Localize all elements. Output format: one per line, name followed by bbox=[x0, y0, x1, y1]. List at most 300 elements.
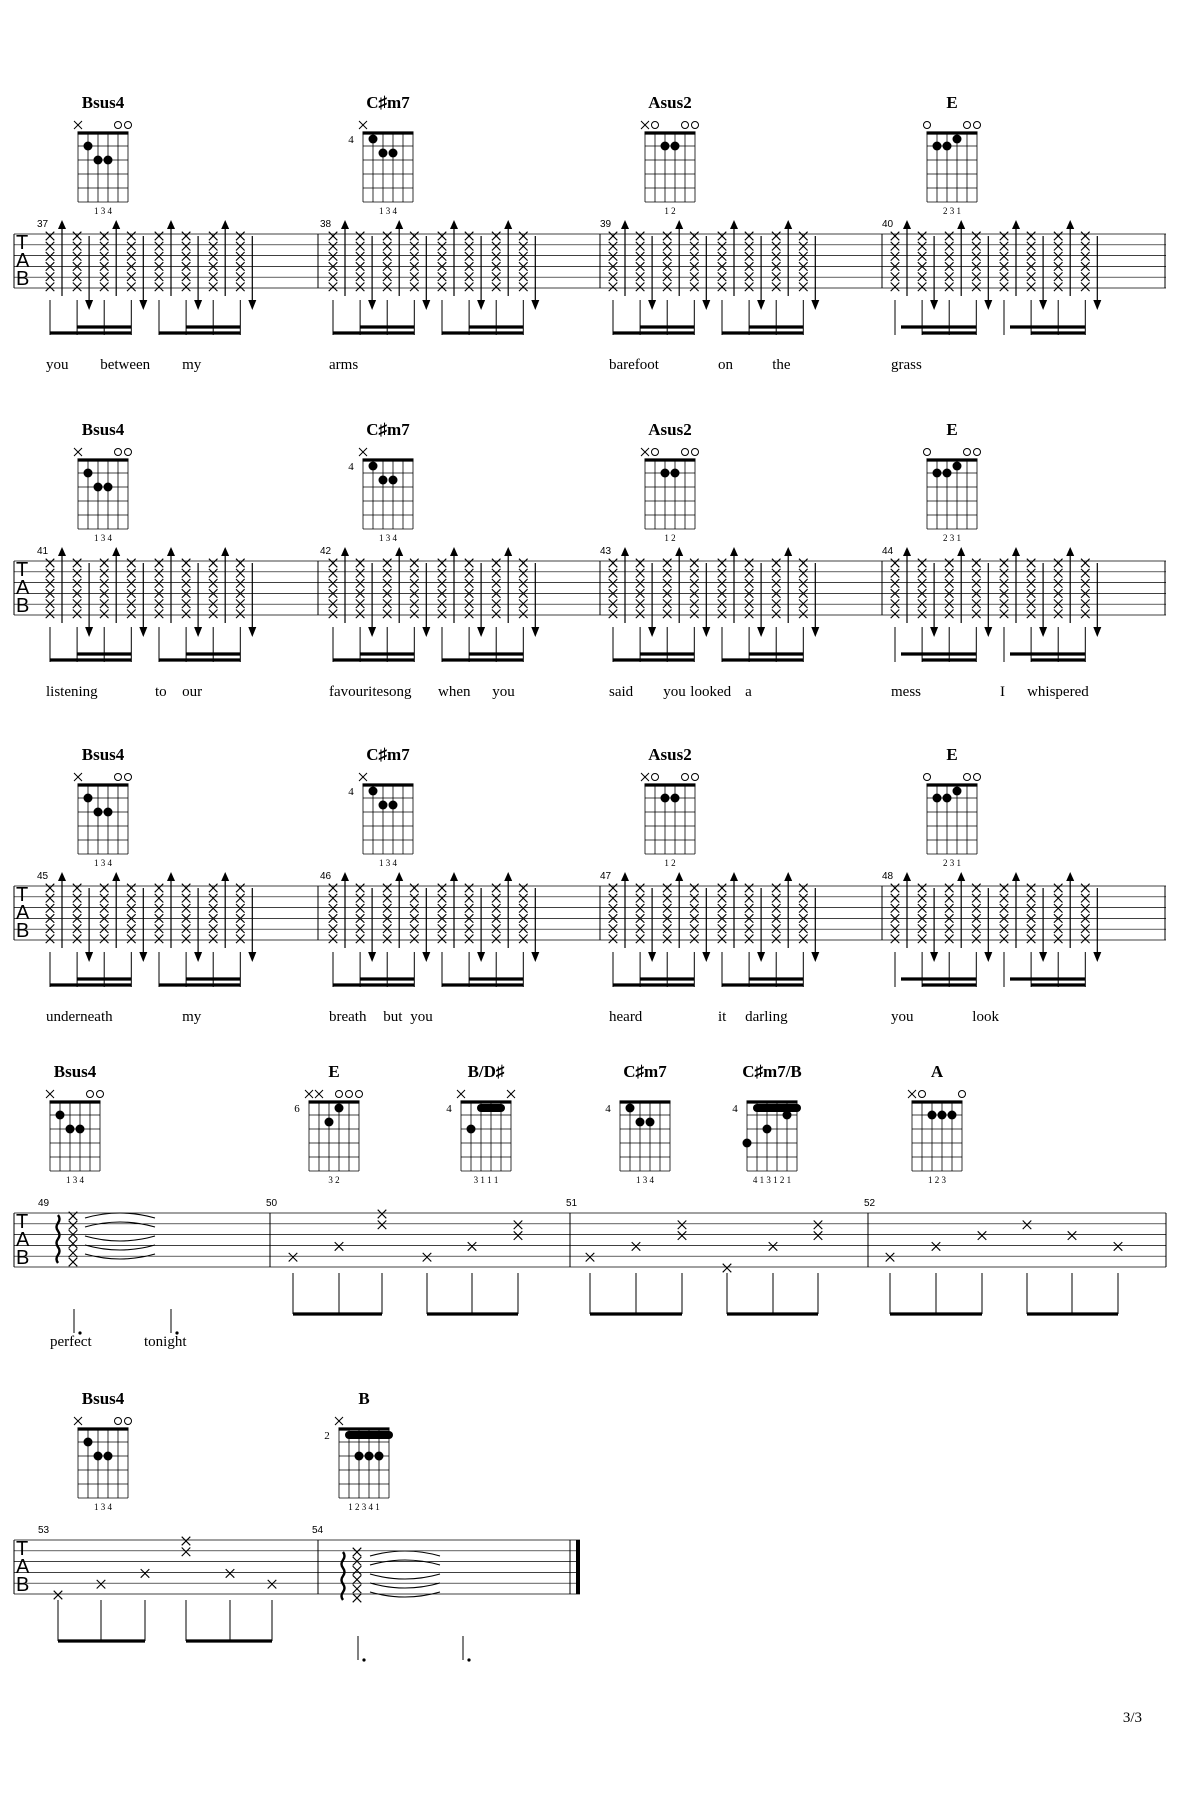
x-note bbox=[636, 579, 645, 588]
tie bbox=[85, 1213, 155, 1218]
x-note bbox=[718, 599, 727, 608]
arrow-head bbox=[85, 952, 93, 962]
finger-dot bbox=[94, 483, 103, 492]
open-string-mark bbox=[652, 122, 659, 129]
arrow-head bbox=[621, 220, 629, 229]
arrow-head bbox=[85, 627, 93, 637]
finger-dot bbox=[104, 808, 113, 817]
arrow-head bbox=[675, 547, 683, 556]
x-note bbox=[891, 559, 900, 568]
x-note bbox=[100, 884, 109, 893]
x-note bbox=[438, 904, 447, 913]
x-note bbox=[772, 610, 781, 619]
x-note bbox=[46, 252, 55, 261]
x-note bbox=[1000, 569, 1009, 578]
x-note bbox=[718, 884, 727, 893]
x-note bbox=[100, 599, 109, 608]
x-note bbox=[356, 894, 365, 903]
x-note bbox=[209, 904, 218, 913]
x-note bbox=[799, 924, 808, 933]
x-note bbox=[799, 599, 808, 608]
x-note bbox=[492, 904, 501, 913]
x-note bbox=[636, 935, 645, 944]
tie bbox=[85, 1222, 155, 1227]
x-note bbox=[236, 579, 245, 588]
x-note bbox=[609, 579, 618, 588]
fret-number: 4 bbox=[446, 1103, 452, 1115]
x-note bbox=[663, 924, 672, 933]
x-note bbox=[141, 1569, 150, 1578]
x-note bbox=[945, 232, 954, 241]
x-note bbox=[772, 272, 781, 281]
chord-name: B/D♯ bbox=[467, 1062, 505, 1081]
finger-dot bbox=[84, 794, 93, 803]
x-note bbox=[918, 599, 927, 608]
x-note bbox=[609, 559, 618, 568]
chord-diagram bbox=[924, 745, 981, 868]
x-note bbox=[356, 599, 365, 608]
x-note bbox=[356, 559, 365, 568]
chord-diagram bbox=[908, 1062, 966, 1185]
chord-diagram bbox=[924, 420, 981, 543]
x-note bbox=[519, 904, 528, 913]
x-note bbox=[356, 904, 365, 913]
x-note bbox=[1081, 559, 1090, 568]
x-note bbox=[772, 894, 781, 903]
arrow-head bbox=[58, 220, 66, 229]
x-note bbox=[663, 232, 672, 241]
arrow-head bbox=[1093, 952, 1101, 962]
x-note bbox=[799, 559, 808, 568]
x-note bbox=[410, 272, 419, 281]
x-note bbox=[155, 924, 164, 933]
x-note bbox=[1027, 610, 1036, 619]
x-note bbox=[73, 894, 82, 903]
open-string-mark bbox=[336, 1091, 343, 1098]
x-note bbox=[519, 272, 528, 281]
x-note bbox=[492, 894, 501, 903]
finger-numbers: 1 2 3 4 1 bbox=[348, 1502, 380, 1512]
arrow-head bbox=[504, 220, 512, 229]
x-note bbox=[772, 232, 781, 241]
arrow-head bbox=[1066, 547, 1074, 556]
x-note bbox=[73, 252, 82, 261]
finger-dot bbox=[66, 1125, 75, 1134]
x-note bbox=[1081, 894, 1090, 903]
x-note bbox=[155, 242, 164, 251]
x-note bbox=[329, 569, 338, 578]
x-note bbox=[519, 242, 528, 251]
x-note bbox=[100, 232, 109, 241]
x-note bbox=[663, 884, 672, 893]
finger-numbers: 1 3 4 bbox=[379, 206, 397, 216]
x-note bbox=[690, 935, 699, 944]
finger-dot bbox=[671, 142, 680, 151]
x-note bbox=[46, 884, 55, 893]
x-note bbox=[1027, 884, 1036, 893]
x-note bbox=[438, 559, 447, 568]
dot bbox=[467, 1658, 470, 1661]
finger-dot bbox=[94, 808, 103, 817]
finger-dot bbox=[94, 156, 103, 165]
x-note bbox=[918, 884, 927, 893]
chord-diagram bbox=[348, 745, 413, 868]
arrow-head bbox=[621, 547, 629, 556]
arrow-head bbox=[730, 872, 738, 881]
arrow-head bbox=[930, 300, 938, 310]
x-note bbox=[423, 1253, 432, 1262]
x-note bbox=[799, 272, 808, 281]
x-note bbox=[918, 559, 927, 568]
x-note bbox=[289, 1253, 298, 1262]
open-string-mark bbox=[959, 1091, 966, 1098]
x-note bbox=[945, 884, 954, 893]
x-note bbox=[73, 232, 82, 241]
x-note bbox=[609, 610, 618, 619]
arrow-head bbox=[957, 220, 965, 229]
finger-dot bbox=[948, 1111, 957, 1120]
lyric-word: my bbox=[182, 357, 202, 373]
finger-dot bbox=[84, 142, 93, 151]
fret-number: 4 bbox=[348, 134, 354, 146]
x-note bbox=[209, 272, 218, 281]
x-note bbox=[745, 935, 754, 944]
finger-dot bbox=[933, 794, 942, 803]
x-note bbox=[127, 884, 136, 893]
finger-numbers: 1 3 4 bbox=[94, 1502, 112, 1512]
x-note bbox=[519, 252, 528, 261]
x-note bbox=[182, 569, 191, 578]
x-note bbox=[972, 569, 981, 578]
x-note bbox=[236, 599, 245, 608]
x-note bbox=[46, 599, 55, 608]
x-note bbox=[918, 610, 927, 619]
open-string-mark bbox=[652, 774, 659, 781]
tie bbox=[85, 1236, 155, 1241]
x-note bbox=[609, 272, 618, 281]
arrow-head bbox=[58, 872, 66, 881]
x-note bbox=[1000, 252, 1009, 261]
x-note bbox=[1027, 283, 1036, 292]
x-note bbox=[438, 894, 447, 903]
chord-diagram bbox=[74, 1389, 132, 1512]
x-note bbox=[329, 884, 338, 893]
x-note bbox=[100, 579, 109, 588]
x-note bbox=[438, 569, 447, 578]
arrow-head bbox=[248, 300, 256, 310]
lyric-word: you bbox=[492, 684, 515, 700]
x-note bbox=[69, 1239, 78, 1248]
arrow-head bbox=[194, 952, 202, 962]
lyric-word: arms bbox=[329, 357, 359, 373]
chord-diagram bbox=[641, 93, 699, 216]
x-note bbox=[772, 569, 781, 578]
x-note bbox=[718, 904, 727, 913]
x-note bbox=[1027, 569, 1036, 578]
chord-diagram bbox=[605, 1062, 670, 1185]
x-note bbox=[1027, 559, 1036, 568]
page-number: 3/3 bbox=[1122, 1710, 1142, 1726]
x-note bbox=[799, 904, 808, 913]
x-note bbox=[46, 242, 55, 251]
x-note bbox=[918, 579, 927, 588]
x-note bbox=[745, 884, 754, 893]
x-note bbox=[46, 924, 55, 933]
x-note bbox=[663, 904, 672, 913]
x-note bbox=[356, 884, 365, 893]
measure-number: 47 bbox=[600, 871, 612, 882]
tab-clef-b: B bbox=[16, 920, 30, 942]
x-note bbox=[127, 904, 136, 913]
open-string-mark bbox=[125, 122, 132, 129]
x-note bbox=[100, 283, 109, 292]
x-note bbox=[519, 283, 528, 292]
x-note bbox=[972, 904, 981, 913]
open-string-mark bbox=[924, 774, 931, 781]
x-note bbox=[799, 935, 808, 944]
tab-clef-a: A bbox=[16, 1556, 30, 1578]
arrow-head bbox=[984, 300, 992, 310]
x-note bbox=[127, 935, 136, 944]
x-note bbox=[155, 272, 164, 281]
x-note bbox=[383, 894, 392, 903]
x-note bbox=[492, 924, 501, 933]
x-note bbox=[814, 1221, 823, 1230]
x-note bbox=[1054, 599, 1063, 608]
x-note bbox=[465, 599, 474, 608]
finger-dot bbox=[636, 1118, 645, 1127]
finger-dot bbox=[743, 1139, 752, 1148]
x-note bbox=[945, 569, 954, 578]
x-note bbox=[799, 252, 808, 261]
lyric-word: between bbox=[100, 357, 151, 373]
arrow-head bbox=[675, 872, 683, 881]
finger-numbers: 1 3 4 bbox=[636, 1175, 654, 1185]
x-note bbox=[1054, 232, 1063, 241]
chord-name: C♯m7/B bbox=[742, 1062, 802, 1081]
lyric-word: perfect bbox=[50, 1334, 92, 1350]
x-note bbox=[772, 904, 781, 913]
chord-diagram bbox=[324, 1389, 393, 1512]
arrow-head bbox=[139, 627, 147, 637]
x-note bbox=[69, 1258, 78, 1267]
x-note bbox=[514, 1231, 523, 1240]
x-note bbox=[127, 242, 136, 251]
x-note bbox=[100, 569, 109, 578]
chord-name: E bbox=[328, 1062, 340, 1081]
x-note bbox=[636, 252, 645, 261]
open-string-mark bbox=[652, 449, 659, 456]
x-note bbox=[492, 232, 501, 241]
x-note bbox=[356, 924, 365, 933]
x-note bbox=[690, 610, 699, 619]
arpeggio-system bbox=[14, 1198, 1166, 1350]
tab-clef-a: A bbox=[16, 902, 30, 924]
open-string-mark bbox=[692, 122, 699, 129]
x-note bbox=[329, 599, 338, 608]
x-note bbox=[945, 283, 954, 292]
finger-dot bbox=[369, 135, 378, 144]
x-note bbox=[663, 272, 672, 281]
finger-numbers: 1 3 4 bbox=[379, 533, 397, 543]
arpeggio-squiggle bbox=[57, 1215, 60, 1263]
x-note bbox=[690, 272, 699, 281]
x-note bbox=[663, 894, 672, 903]
x-note bbox=[718, 935, 727, 944]
x-note bbox=[1054, 242, 1063, 251]
measure-number: 48 bbox=[882, 871, 894, 882]
x-note bbox=[410, 252, 419, 261]
open-string-mark bbox=[974, 449, 981, 456]
x-note bbox=[609, 599, 618, 608]
x-note bbox=[209, 935, 218, 944]
fret-number: 2 bbox=[324, 1430, 330, 1442]
arrow-head bbox=[930, 627, 938, 637]
x-note bbox=[636, 904, 645, 913]
x-note bbox=[1081, 569, 1090, 578]
x-note bbox=[410, 894, 419, 903]
x-note bbox=[690, 599, 699, 608]
x-note bbox=[1054, 559, 1063, 568]
x-note bbox=[182, 232, 191, 241]
x-note bbox=[410, 924, 419, 933]
chord-name: Asus2 bbox=[648, 745, 692, 764]
x-note bbox=[383, 935, 392, 944]
x-note bbox=[636, 569, 645, 578]
x-note bbox=[636, 272, 645, 281]
x-note bbox=[972, 599, 981, 608]
x-note bbox=[46, 904, 55, 913]
chord-name: Bsus4 bbox=[81, 1389, 125, 1408]
finger-dot bbox=[84, 1438, 93, 1447]
x-note bbox=[1000, 935, 1009, 944]
x-note bbox=[182, 1537, 191, 1546]
x-note bbox=[1000, 559, 1009, 568]
x-note bbox=[1068, 1231, 1077, 1240]
arrow-head bbox=[903, 872, 911, 881]
measure-number: 41 bbox=[37, 546, 49, 557]
x-note bbox=[945, 242, 954, 251]
x-note bbox=[745, 283, 754, 292]
x-note bbox=[236, 935, 245, 944]
fret-number: 4 bbox=[732, 1103, 738, 1115]
x-note bbox=[972, 579, 981, 588]
arrow-head bbox=[531, 300, 539, 310]
lyric-word: listening bbox=[46, 684, 98, 700]
finger-numbers: 1 3 4 bbox=[379, 858, 397, 868]
arrow-head bbox=[221, 547, 229, 556]
measure-number: 46 bbox=[320, 871, 332, 882]
tab-clef-a: A bbox=[16, 250, 30, 272]
arrow-head bbox=[784, 547, 792, 556]
x-note bbox=[745, 894, 754, 903]
x-note bbox=[383, 272, 392, 281]
x-note bbox=[383, 884, 392, 893]
x-note bbox=[236, 904, 245, 913]
measure-number: 54 bbox=[312, 1525, 324, 1536]
x-note bbox=[1114, 1242, 1123, 1251]
x-note bbox=[236, 894, 245, 903]
arrow-head bbox=[757, 627, 765, 637]
finger-dot bbox=[355, 1452, 364, 1461]
x-note bbox=[945, 599, 954, 608]
x-note bbox=[73, 559, 82, 568]
x-note bbox=[1081, 924, 1090, 933]
x-note bbox=[73, 242, 82, 251]
open-string-mark bbox=[356, 1091, 363, 1098]
x-note bbox=[209, 559, 218, 568]
arrow-head bbox=[648, 627, 656, 637]
lyric-word: but bbox=[383, 1009, 403, 1025]
lyric-word: look bbox=[972, 1009, 999, 1025]
measure-number: 42 bbox=[320, 546, 332, 557]
x-note bbox=[690, 924, 699, 933]
arrow-head bbox=[702, 627, 710, 637]
x-note bbox=[127, 272, 136, 281]
x-note bbox=[1054, 610, 1063, 619]
lyric-word: tonight bbox=[144, 1334, 187, 1350]
x-note bbox=[745, 232, 754, 241]
x-note bbox=[609, 894, 618, 903]
x-note bbox=[918, 232, 927, 241]
finger-dot bbox=[84, 469, 93, 478]
x-note bbox=[945, 559, 954, 568]
fret-number: 6 bbox=[294, 1103, 300, 1115]
open-string-mark bbox=[964, 774, 971, 781]
x-note bbox=[609, 884, 618, 893]
x-note bbox=[772, 924, 781, 933]
x-note bbox=[663, 283, 672, 292]
x-note bbox=[329, 272, 338, 281]
open-string-mark bbox=[682, 449, 689, 456]
x-note bbox=[690, 283, 699, 292]
x-note bbox=[886, 1253, 895, 1262]
x-note bbox=[1000, 242, 1009, 251]
x-note bbox=[329, 242, 338, 251]
lyric-word: you bbox=[410, 1009, 433, 1025]
arrow-head bbox=[730, 547, 738, 556]
x-note bbox=[918, 283, 927, 292]
x-note bbox=[519, 884, 528, 893]
measure-number: 51 bbox=[566, 1198, 578, 1209]
x-note bbox=[772, 884, 781, 893]
x-note bbox=[209, 579, 218, 588]
x-note bbox=[945, 252, 954, 261]
x-note bbox=[465, 272, 474, 281]
finger-numbers: 3 2 bbox=[328, 1175, 340, 1185]
x-note bbox=[745, 559, 754, 568]
x-note bbox=[636, 283, 645, 292]
tab-clef-b: B bbox=[16, 1574, 30, 1596]
x-note bbox=[182, 924, 191, 933]
x-note bbox=[356, 242, 365, 251]
x-note bbox=[745, 599, 754, 608]
barre bbox=[477, 1104, 505, 1112]
x-note bbox=[678, 1221, 687, 1230]
x-note bbox=[353, 1585, 362, 1594]
arrow-head bbox=[757, 300, 765, 310]
open-string-mark bbox=[115, 774, 122, 781]
finger-dot bbox=[389, 149, 398, 158]
x-note bbox=[519, 610, 528, 619]
chord-name: E bbox=[946, 420, 958, 439]
finger-numbers: 1 2 3 bbox=[928, 1175, 946, 1185]
measure-number: 43 bbox=[600, 546, 612, 557]
x-note bbox=[972, 610, 981, 619]
arrow-head bbox=[450, 547, 458, 556]
x-note bbox=[1000, 283, 1009, 292]
arrow-head bbox=[702, 952, 710, 962]
